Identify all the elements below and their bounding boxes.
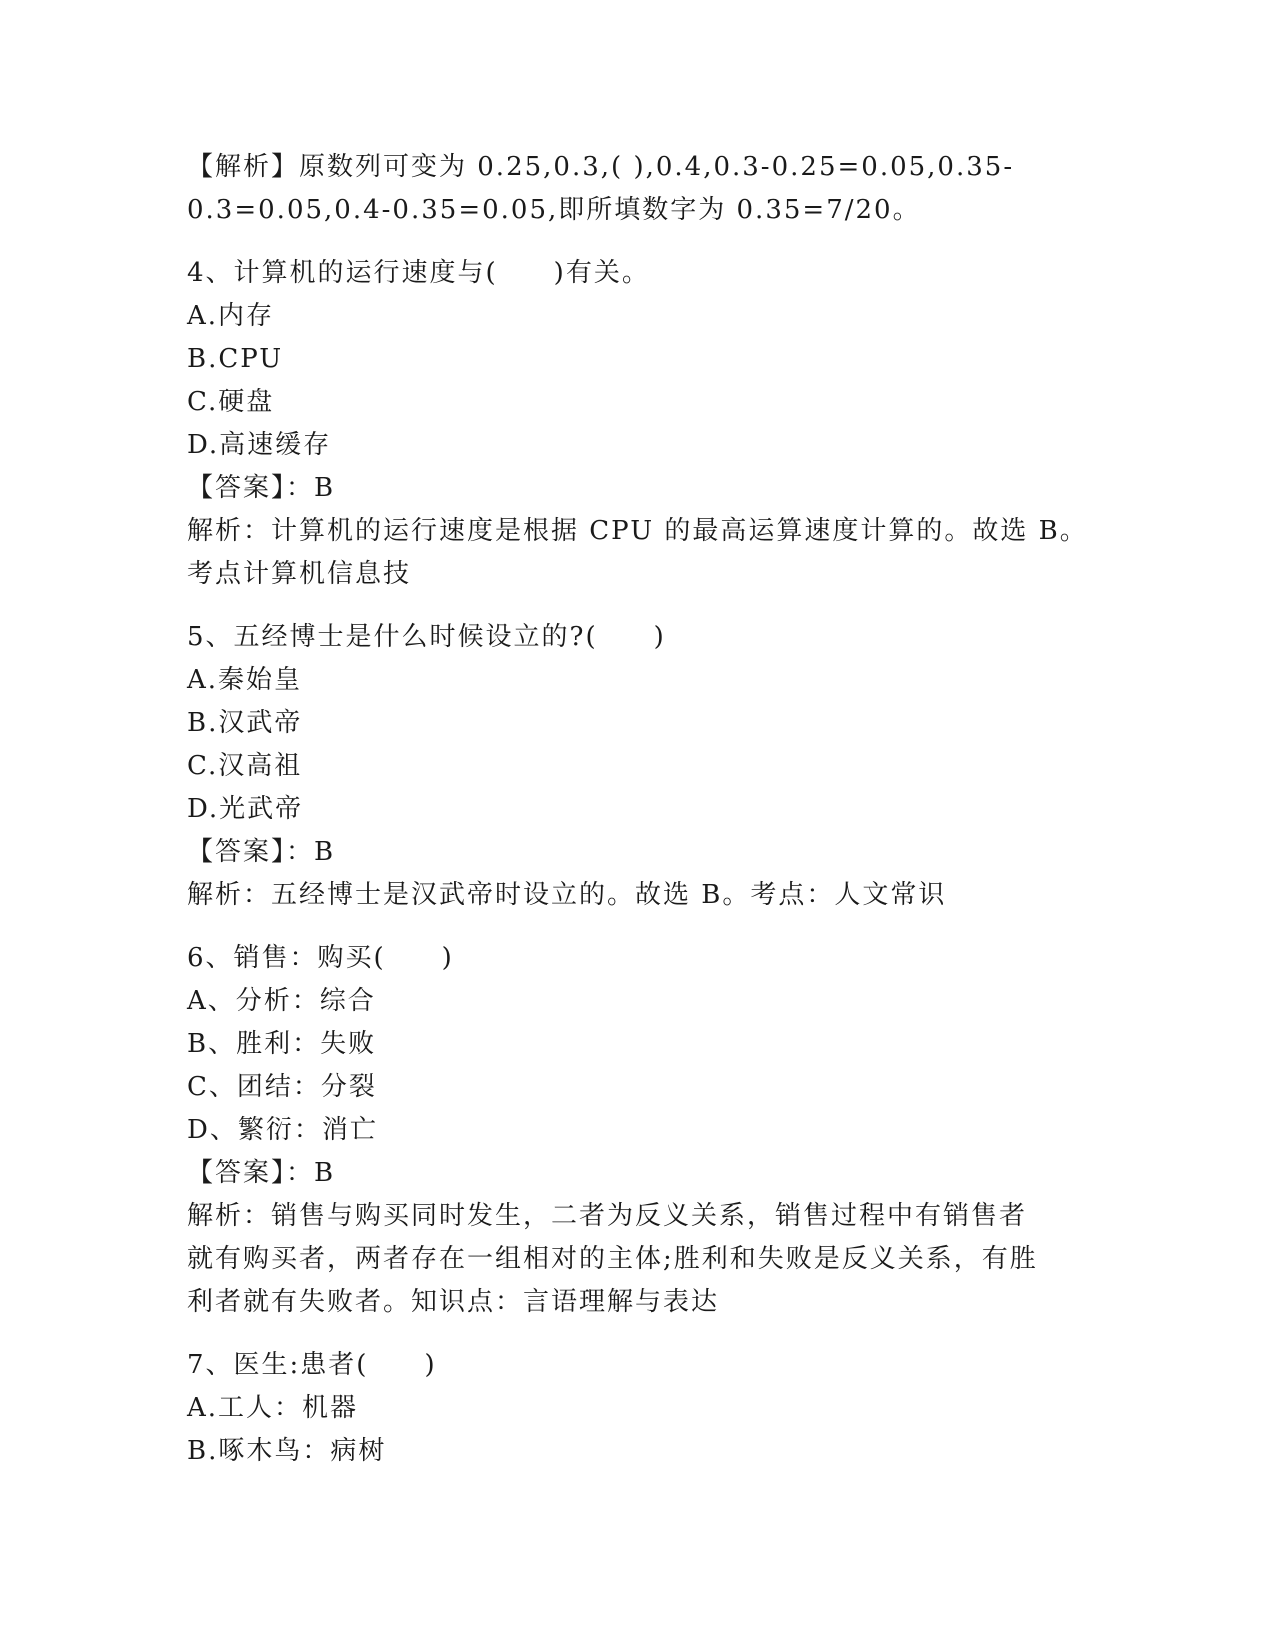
option-d: D.高速缓存	[187, 430, 332, 460]
question-stem: 7、医生:患者( )	[187, 1350, 437, 1380]
analysis-line: 解析：五经博士是汉武帝时设立的。故选 B。考点：人文常识	[187, 880, 947, 910]
document-page	[187, 146, 1087, 1473]
option-b: B.汉武帝	[187, 708, 303, 738]
analysis-line: 考点计算机信息技	[187, 559, 412, 589]
analysis-line: 解析：销售与购买同时发生，二者为反义关系，销售过程中有销售者	[187, 1201, 1028, 1231]
option-d: D、繁衍：消亡	[187, 1115, 378, 1145]
option-b: B.CPU	[187, 344, 284, 374]
analysis-line: 解析：计算机的运行速度是根据 CPU 的最高运算速度计算的。故选 B。	[187, 516, 1088, 546]
option-a: A.秦始皇	[187, 665, 303, 695]
question-6	[187, 937, 1087, 1324]
question-4	[187, 252, 1087, 596]
option-a: A.内存	[187, 301, 275, 331]
question-5	[187, 616, 1087, 917]
answer-line: 【答案】：B	[187, 473, 336, 503]
option-c: C、团结：分裂	[187, 1072, 377, 1102]
option-c: C.硬盘	[187, 387, 275, 417]
question-stem: 5、五经博士是什么时候设立的?( )	[187, 622, 666, 652]
option-b: B.啄木鸟：病树	[187, 1436, 387, 1466]
answer-line: 【答案】：B	[187, 837, 336, 867]
option-d: D.光武帝	[187, 794, 304, 824]
option-b: B、胜利：失败	[187, 1029, 377, 1059]
explanation-line: 0.3=0.05,0.4-0.35=0.05,即所填数字为 0.35=7/20。	[187, 195, 921, 225]
option-a: A、分析：综合	[187, 986, 376, 1016]
option-a: A.工人：机器	[187, 1393, 359, 1423]
answer-line: 【答案】：B	[187, 1158, 336, 1188]
analysis-line: 就有购买者，两者存在一组相对的主体;胜利和失败是反义关系，有胜	[187, 1244, 1038, 1274]
option-c: C.汉高祖	[187, 751, 303, 781]
analysis-line: 利者就有失败者。知识点：言语理解与表达	[187, 1287, 720, 1317]
explanation-line: 【解析】原数列可变为 0.25,0.3,( ),0.4,0.3-0.25=0.05,0.35-	[187, 152, 1015, 182]
previous-explanation	[187, 146, 1087, 232]
question-stem: 4、计算机的运行速度与( )有关。	[187, 258, 650, 288]
question-stem: 6、销售：购买( )	[187, 943, 454, 973]
question-7	[187, 1344, 1087, 1473]
